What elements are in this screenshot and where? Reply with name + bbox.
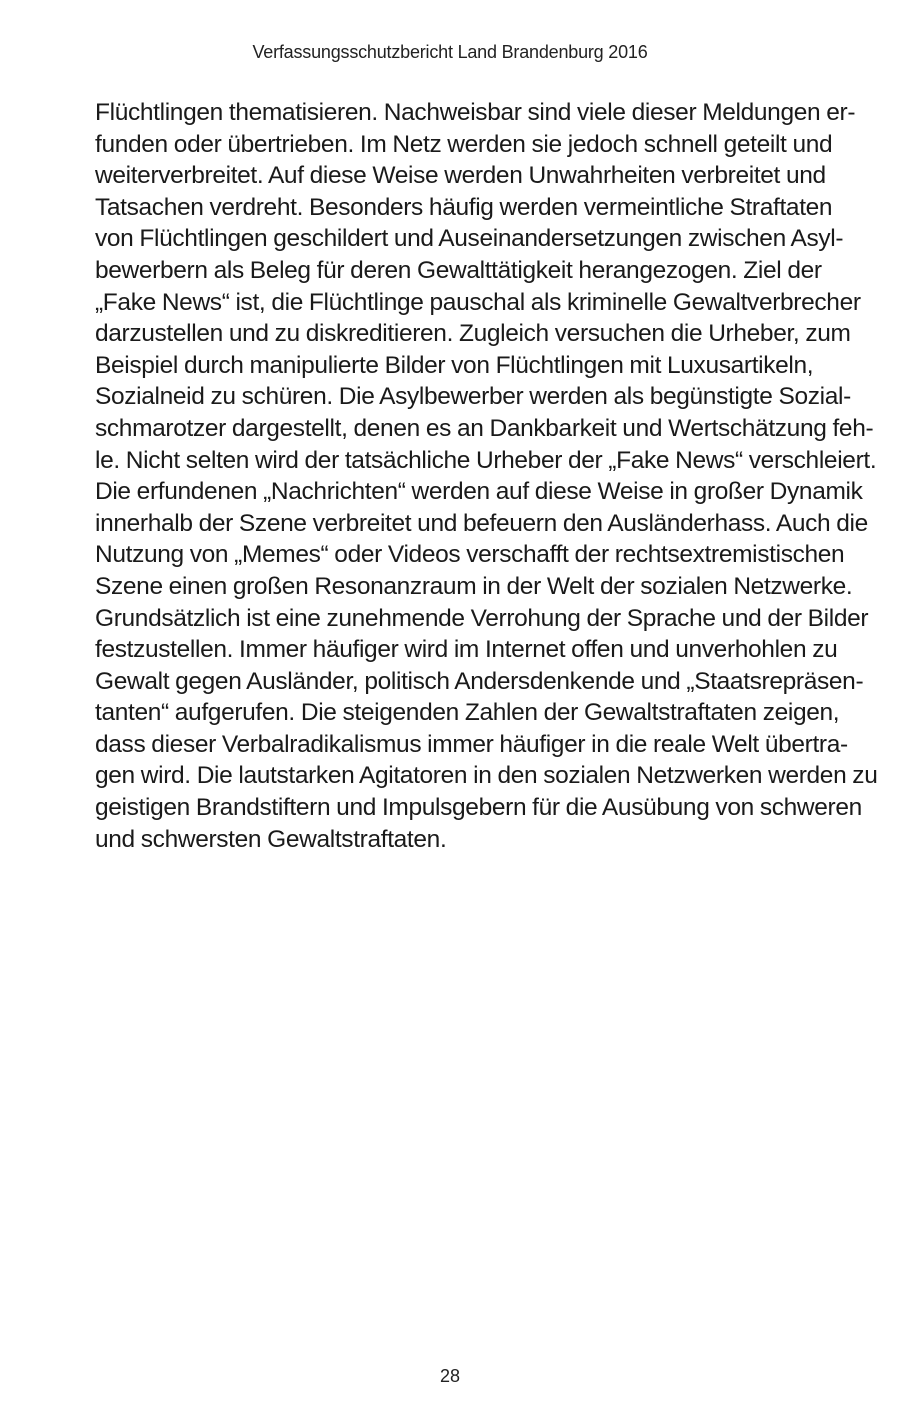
text-line: darzustellen und zu diskreditieren. Zugleich versuchen die Urheber, zum: [95, 320, 851, 348]
text-line: tanten“ aufgerufen. Die steigenden Zahlen der Gewaltstraftaten zeigen,: [95, 699, 840, 727]
text-line: Die erfundenen „Nachrichten“ werden auf diese Weise in großer Dynamik: [95, 478, 863, 506]
text-line: funden oder übertrieben. Im Netz werden sie jedoch schnell geteilt und: [95, 130, 833, 158]
page-number: 28: [439, 1366, 461, 1386]
text-line: geistigen Brandstiftern und Impulsgebern für die Ausübung von schweren: [95, 794, 862, 822]
text-line: festzustellen. Immer häufiger wird im Internet offen und unverhohlen zu: [95, 636, 838, 664]
text-line: dass dieser Verbalradikalismus immer häufiger in die reale Welt übertra-: [95, 730, 848, 758]
text-line: Gewalt gegen Ausländer, politisch Andersdenkende und „Staatsrepräsen-: [95, 667, 864, 695]
text-line: Nutzung von „Memes“ oder Videos verschafft der rechtsextremistischen: [95, 541, 845, 569]
text-line: schmarotzer dargestellt, denen es an Dankbarkeit und Wertschätzung feh-: [95, 414, 874, 442]
running-header: Verfassungsschutzbericht Land Brandenburg 2016: [252, 42, 648, 62]
text-line: Beispiel durch manipulierte Bilder von Flüchtlingen mit Luxusartikeln,: [95, 351, 814, 379]
text-line: Tatsachen verdreht. Besonders häufig werden vermeintliche Straftaten: [95, 193, 833, 221]
text-line: von Flüchtlingen geschildert und Auseinandersetzungen zwischen Asyl-: [95, 225, 844, 253]
body-paragraph: [95, 97, 878, 855]
text-line: gen wird. Die lautstarken Agitatoren in den sozialen Netzwerken werden zu: [95, 762, 878, 790]
text-line: und schwersten Gewaltstraftaten.: [95, 825, 447, 853]
text-line: Sozialneid zu schüren. Die Asylbewerber werden als begünstigte Sozial-: [95, 383, 851, 411]
text-line: le. Nicht selten wird der tatsächliche Urheber der „Fake News“ verschleiert.: [95, 446, 877, 474]
text-line: bewerbern als Beleg für deren Gewalttätigkeit herangezogen. Ziel der: [95, 256, 822, 284]
text-line: Flüchtlingen thematisieren. Nachweisbar sind viele dieser Meldungen er-: [95, 99, 856, 126]
text-line: Grundsätzlich ist eine zunehmende Verrohung der Sprache und der Bilder: [95, 604, 869, 632]
text-line: innerhalb der Szene verbreitet und befeuern den Ausländerhass. Auch die: [95, 509, 868, 537]
text-line: „Fake News“ ist, die Flüchtlinge pauschal als kriminelle Gewaltverbrecher: [95, 288, 861, 316]
text-line: Szene einen großen Resonanzraum in der Welt der sozialen Netzwerke.: [95, 572, 853, 600]
text-line: weiterverbreitet. Auf diese Weise werden Unwahrheiten verbreitet und: [95, 162, 826, 190]
